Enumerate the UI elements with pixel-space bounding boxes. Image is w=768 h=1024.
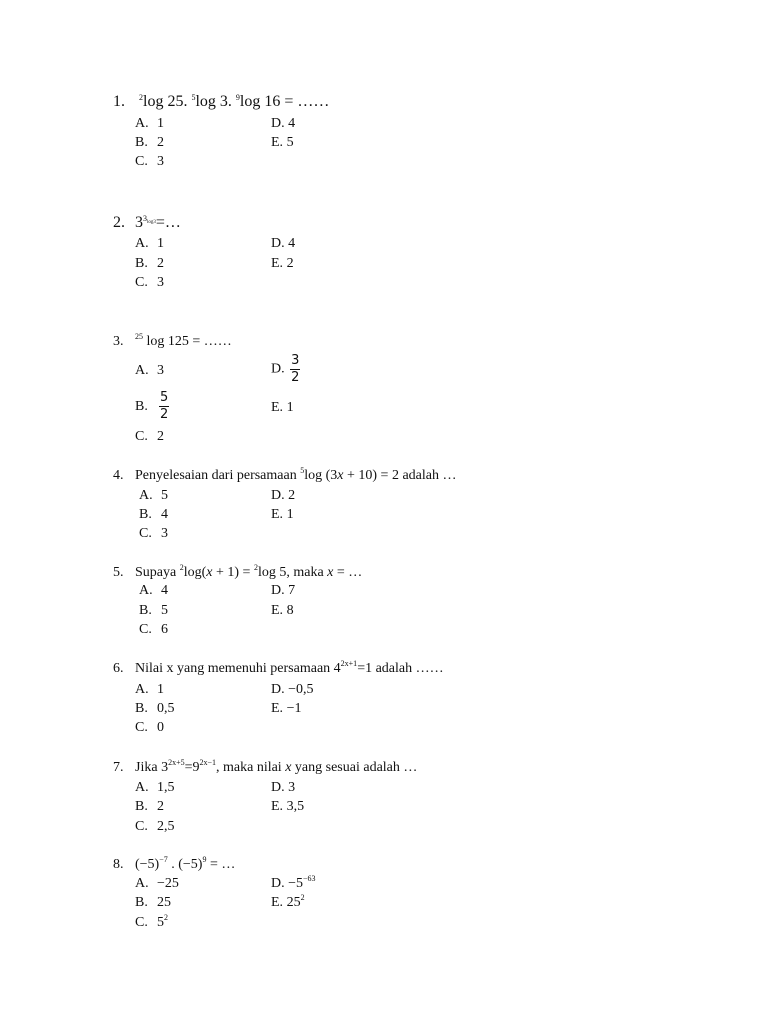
stem-text: Supaya xyxy=(135,565,180,580)
option-label: E. xyxy=(271,895,284,910)
option-a[interactable] xyxy=(135,682,164,698)
question-number: 5. xyxy=(113,565,124,580)
option-label: A. xyxy=(135,682,149,697)
option-value: 2 xyxy=(286,256,294,271)
option-b[interactable] xyxy=(139,507,168,523)
option-label: E. xyxy=(271,507,284,522)
option-label: E. xyxy=(271,256,284,271)
option-label: B. xyxy=(135,256,148,271)
option-label: B. xyxy=(135,398,148,414)
stem-text: log 16 = …… xyxy=(239,93,330,110)
option-label: E. xyxy=(271,701,284,716)
option-value: 6 xyxy=(161,622,168,637)
option-d[interactable] xyxy=(271,236,295,252)
variable: x xyxy=(327,565,334,580)
option-b[interactable] xyxy=(135,256,164,272)
question-number: 2. xyxy=(113,214,125,231)
option-value: 25 xyxy=(157,895,171,910)
log-base: 2 xyxy=(253,563,258,572)
option-d[interactable] xyxy=(271,583,295,599)
option-label: C. xyxy=(135,275,148,290)
option-c[interactable] xyxy=(135,429,164,445)
question-8-stem xyxy=(113,857,235,873)
option-c[interactable] xyxy=(135,275,164,291)
option-e[interactable] xyxy=(271,799,304,815)
stem-text: + 1) = xyxy=(212,565,254,580)
stem-text: =… xyxy=(155,214,181,231)
stem-text: log 3. xyxy=(195,93,236,110)
option-value: 5 xyxy=(157,915,164,930)
option-value: 2 xyxy=(288,488,296,503)
option-d[interactable] xyxy=(271,780,295,796)
option-label: C. xyxy=(135,915,148,930)
option-value: −25 xyxy=(157,876,179,891)
stem-text: log (3 xyxy=(304,468,338,483)
stem-text: log 25. xyxy=(143,93,192,110)
option-label: B. xyxy=(135,799,148,814)
option-value: 2 xyxy=(157,256,164,271)
option-label: B. xyxy=(135,135,148,150)
stem-text: . (−5) xyxy=(167,857,203,872)
option-e[interactable] xyxy=(271,603,294,619)
stem-text: =1 xyxy=(357,661,373,676)
question-1-stem xyxy=(113,93,329,111)
stem-text: (−5) xyxy=(135,857,160,872)
option-label: C. xyxy=(135,819,148,834)
exponent: 3 xyxy=(143,214,147,223)
option-e[interactable] xyxy=(271,895,305,911)
option-d[interactable] xyxy=(271,116,295,132)
option-value: 25 xyxy=(286,895,301,910)
exponent: 2x−1 xyxy=(199,758,216,767)
option-c[interactable] xyxy=(139,526,168,542)
option-value: 1 xyxy=(157,116,164,131)
option-value: 3 xyxy=(161,526,168,541)
stem-text: adalah …… xyxy=(372,661,444,676)
option-c[interactable] xyxy=(135,819,175,835)
option-a[interactable] xyxy=(139,488,168,504)
stem-base: 3 xyxy=(161,760,169,775)
option-value: 4 xyxy=(161,583,168,598)
option-value: 4 xyxy=(161,507,168,522)
option-e[interactable] xyxy=(271,400,294,416)
option-e[interactable] xyxy=(271,507,294,523)
stem-text: Jika xyxy=(135,760,162,775)
option-label: C. xyxy=(139,526,152,541)
fraction xyxy=(290,353,300,386)
stem-text: log 125 = …… xyxy=(143,334,232,349)
option-value: 2,5 xyxy=(157,819,175,834)
stem-base: 9 xyxy=(192,760,200,775)
option-label: C. xyxy=(139,622,152,637)
option-label: E. xyxy=(271,603,284,618)
option-label: E. xyxy=(271,135,284,150)
numerator: 3 xyxy=(291,353,300,368)
option-c[interactable] xyxy=(135,720,164,736)
stem-text: log 5, maka xyxy=(257,565,328,580)
option-value: 3 xyxy=(157,275,164,290)
option-label: A. xyxy=(135,363,149,378)
option-value: 2 xyxy=(157,429,164,444)
option-label: A. xyxy=(139,583,153,598)
log-base: 25 xyxy=(135,332,143,341)
option-b[interactable] xyxy=(135,799,164,815)
option-value: 3,5 xyxy=(286,799,305,814)
option-value: 5 xyxy=(286,135,294,150)
option-c[interactable] xyxy=(139,622,168,638)
log-base: 5 xyxy=(191,93,196,102)
stem-text: Nilai x yang memenuhi persamaan xyxy=(135,661,334,676)
option-value: 3 xyxy=(157,154,164,169)
option-d[interactable] xyxy=(271,682,314,698)
question-number: 4. xyxy=(113,468,124,483)
option-value: 3 xyxy=(157,363,164,378)
stem-text: yang sesuai adalah … xyxy=(291,760,418,775)
option-label: A. xyxy=(135,116,149,131)
variable: x xyxy=(285,760,292,775)
question-2-stem xyxy=(113,214,181,232)
numerator: 5 xyxy=(160,390,169,405)
exponent: 2x+1 xyxy=(340,659,358,668)
option-a[interactable] xyxy=(135,363,164,379)
stem-base: 3 xyxy=(135,214,143,231)
stem-text: log( xyxy=(183,565,207,580)
option-value: 4 xyxy=(288,236,296,251)
option-label: C. xyxy=(135,154,148,169)
exponent: 2x+5 xyxy=(168,758,185,767)
stem-text: , maka nilai xyxy=(216,760,286,775)
option-e[interactable] xyxy=(271,256,294,272)
option-a[interactable] xyxy=(135,116,164,132)
option-value: −1 xyxy=(286,701,302,716)
option-value: 1 xyxy=(286,400,294,415)
log-base: 2 xyxy=(179,563,184,572)
stem-text: = … xyxy=(206,857,236,872)
option-c[interactable] xyxy=(135,154,164,170)
exponent: 2 xyxy=(164,913,168,922)
option-value: 0,5 xyxy=(157,701,175,716)
exponent: −7 xyxy=(159,855,168,864)
option-c[interactable] xyxy=(135,915,168,931)
question-6-stem xyxy=(113,661,444,677)
option-label: D. xyxy=(271,876,285,891)
option-b[interactable] xyxy=(135,701,175,717)
option-label: D. xyxy=(271,583,285,598)
option-b[interactable] xyxy=(135,135,164,151)
stem-text: Penyelesaian dari persamaan xyxy=(135,468,301,483)
log-base: 5 xyxy=(300,466,305,475)
option-b[interactable] xyxy=(135,390,169,423)
option-label: D. xyxy=(271,488,285,503)
option-value: 2 xyxy=(157,135,164,150)
option-label: E. xyxy=(271,400,284,415)
option-value: −0,5 xyxy=(288,682,314,697)
option-b[interactable] xyxy=(135,895,171,911)
question-3-stem xyxy=(113,334,232,350)
option-value: −5 xyxy=(288,876,304,891)
exponent: 2 xyxy=(300,893,305,902)
option-value: 1,5 xyxy=(157,780,175,795)
option-value: 8 xyxy=(286,603,294,618)
option-d[interactable] xyxy=(271,353,300,386)
log-base: 2 xyxy=(139,93,143,102)
option-value: 0 xyxy=(157,720,164,735)
option-b[interactable] xyxy=(139,603,168,619)
stem-text: + 10) = 2 adalah … xyxy=(343,468,457,483)
variable: x xyxy=(206,565,213,580)
option-value: 5 xyxy=(161,603,168,618)
option-label: C. xyxy=(135,720,148,735)
option-label: D. xyxy=(271,682,285,697)
option-value: 5 xyxy=(161,488,168,503)
option-value: 4 xyxy=(288,116,296,131)
option-label: C. xyxy=(135,429,148,444)
question-number: 6. xyxy=(113,661,124,676)
fraction xyxy=(159,390,169,423)
question-4-stem xyxy=(113,468,456,484)
option-value: 1 xyxy=(157,236,164,251)
option-a[interactable] xyxy=(135,780,175,796)
option-value: 2 xyxy=(157,799,164,814)
stem-text: = xyxy=(184,760,193,775)
option-value: 1 xyxy=(157,682,164,697)
option-value: 3 xyxy=(288,780,296,795)
question-7-stem xyxy=(113,760,417,776)
option-label: D. xyxy=(271,236,285,251)
option-label: E. xyxy=(271,799,284,814)
question-number: 8. xyxy=(113,857,124,872)
option-label: D. xyxy=(271,780,285,795)
option-label: B. xyxy=(135,701,148,716)
option-a[interactable] xyxy=(135,876,179,892)
log-base: 9 xyxy=(235,93,240,102)
denominator: 2 xyxy=(291,370,300,385)
option-d[interactable] xyxy=(271,876,316,892)
option-label: B. xyxy=(139,507,152,522)
option-d[interactable] xyxy=(271,488,295,504)
question-number: 3. xyxy=(113,334,124,349)
option-value: 1 xyxy=(286,507,294,522)
option-label: D. xyxy=(271,116,285,131)
variable: x xyxy=(337,468,344,483)
option-value: 7 xyxy=(288,583,296,598)
option-label: A. xyxy=(135,876,149,891)
option-label: B. xyxy=(135,895,148,910)
question-number: 7. xyxy=(113,760,124,775)
option-a[interactable] xyxy=(139,583,168,599)
option-label: D. xyxy=(271,361,285,377)
stem-text: = … xyxy=(333,565,363,580)
option-e[interactable] xyxy=(271,701,301,717)
stem-base: 4 xyxy=(333,661,341,676)
exponent-log: log3 xyxy=(147,220,156,225)
question-number: 1. xyxy=(113,93,125,110)
option-label: B. xyxy=(139,603,152,618)
exponent: −63 xyxy=(303,874,316,883)
question-5-stem xyxy=(113,565,362,581)
denominator: 2 xyxy=(160,407,169,422)
option-e[interactable] xyxy=(271,135,294,151)
option-a[interactable] xyxy=(135,236,164,252)
exponent: 9 xyxy=(202,855,207,864)
option-label: A. xyxy=(135,780,149,795)
option-label: A. xyxy=(139,488,153,503)
option-label: A. xyxy=(135,236,149,251)
